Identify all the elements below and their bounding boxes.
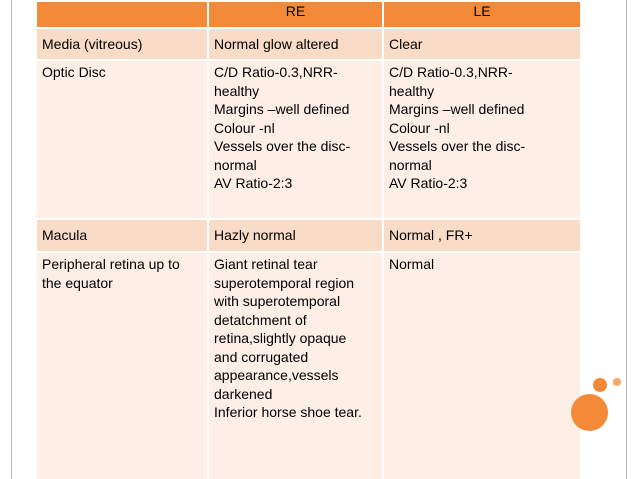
le-line: Normal , FR+: [389, 227, 473, 244]
re-line: with superotemporal: [214, 293, 341, 309]
header-blank: [36, 1, 208, 28]
re-line: and corrugated: [214, 348, 309, 365]
left-frame-line: [11, 0, 12, 479]
table-header-row: [36, 1, 581, 28]
le-line: AV Ratio-2:3: [389, 175, 468, 191]
le-cell: [383, 28, 581, 60]
re-line: retina,slightly opaque: [214, 330, 347, 346]
header-le: LE: [383, 1, 581, 28]
re-line: detatchment of: [214, 311, 307, 328]
le-line: healthy: [389, 82, 435, 99]
le-line: Clear: [389, 35, 423, 52]
re-line: normal: [214, 156, 257, 173]
re-cell: [208, 219, 383, 252]
re-line: Hazly normal: [214, 227, 296, 244]
le-line: Margins –well defined: [389, 101, 525, 117]
row-label: Media (vitreous): [36, 28, 208, 60]
re-line: appearance,vessels: [214, 367, 339, 383]
row-label: Peripheral retina up to the equator: [36, 252, 208, 479]
le-line: Colour -nl: [389, 119, 450, 136]
re-cell: [208, 60, 383, 219]
re-line: AV Ratio-2:3: [214, 175, 293, 191]
le-line: Normal: [389, 256, 435, 272]
re-line: darkened: [214, 385, 273, 402]
table-row: [36, 219, 581, 252]
re-line: C/D Ratio-0.3,NRR-: [214, 64, 338, 80]
table-row: [36, 252, 581, 479]
re-line: Normal glow altered: [214, 35, 339, 52]
re-line: superotemporal region: [214, 274, 355, 291]
re-line: Colour -nl: [214, 119, 275, 136]
le-cell: [383, 60, 581, 219]
table-row: [36, 60, 581, 219]
re-line: Inferior horse shoe tear.: [214, 404, 362, 420]
decorative-dot-small: [613, 378, 621, 386]
re-cell: [208, 252, 383, 479]
decorative-dot-large: [571, 394, 608, 431]
le-cell: [383, 252, 581, 479]
re-line: Vessels over the disc-: [214, 138, 351, 154]
header-re: RE: [208, 1, 383, 28]
re-line: healthy: [214, 82, 260, 99]
le-line: C/D Ratio-0.3,NRR-: [389, 64, 513, 80]
decorative-dot-medium: [593, 378, 607, 392]
table-row: [36, 28, 581, 60]
row-label: Macula: [36, 219, 208, 252]
eye-exam-table: [35, 0, 582, 479]
row-label: Optic Disc: [36, 60, 208, 219]
le-cell: [383, 219, 581, 252]
right-frame-line: [626, 0, 627, 479]
re-line: Giant retinal tear: [214, 256, 318, 272]
le-line: normal: [389, 156, 432, 173]
re-line: Margins –well defined: [214, 101, 350, 117]
le-line: Vessels over the disc-: [389, 138, 526, 154]
re-cell: [208, 28, 383, 60]
